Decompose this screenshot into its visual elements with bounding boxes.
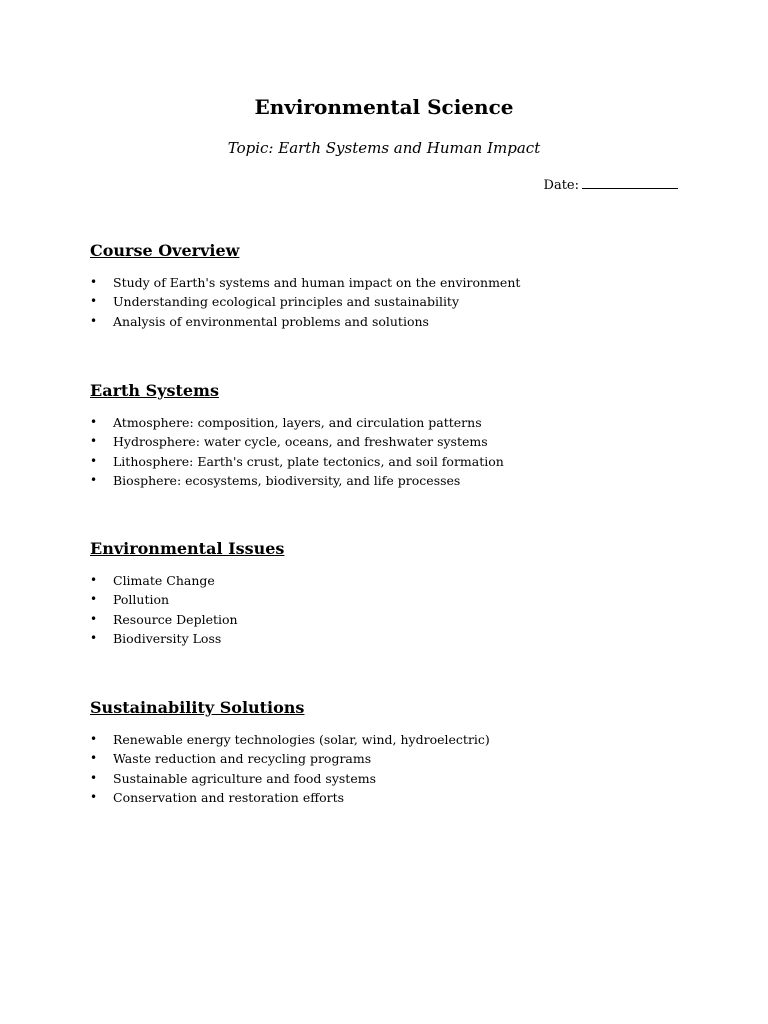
section-sustainability-solutions [90,697,710,807]
list-item-text: Biodiversity Loss [113,630,222,646]
section-heading: Environmental Issues [90,539,285,558]
bullet-icon: • [90,415,98,429]
list-item-text: Hydrosphere: water cycle, oceans, and freshwater systems [113,434,488,450]
list-item-text: Lithosphere: Earth's crust, plate tectonics, and soil formation [113,453,504,469]
list-item-text: Analysis of environmental problems and solutions [113,313,429,329]
list-item-text: Conservation and restoration efforts [113,789,345,805]
list-item [90,413,710,432]
section-heading: Sustainability Solutions [90,698,305,717]
bullet-icon: • [90,275,98,289]
bullet-icon: • [90,313,98,328]
bullet-icon: • [90,789,98,804]
list-item [90,730,710,749]
section-heading: Course Overview [90,241,240,260]
list-item-text: Study of Earth's systems and human impact on the environment [113,275,521,290]
bullet-icon: • [90,453,98,468]
bullet-icon: • [90,751,98,766]
date-field [544,175,678,196]
bullet-list [90,571,710,648]
list-item [90,571,710,590]
bullet-list [90,730,710,807]
list-item [90,769,710,788]
section-earth-systems [90,380,710,490]
list-item [90,610,710,629]
list-item-text: Resource Depletion [113,611,238,627]
list-item-text: Sustainable agriculture and food systems [113,770,376,786]
bullet-list [90,413,710,490]
list-item-text: Waste reduction and recycling programs [113,751,372,767]
list-item [90,590,710,609]
bullet-icon: • [90,434,98,449]
list-item-text: Biosphere: ecosystems, biodiversity, and life processes [113,472,461,488]
date-label: Date: [543,178,579,193]
list-item-text: Understanding ecological principles and sustainability [113,294,460,310]
bullet-icon: • [90,592,98,607]
list-item [90,312,710,331]
list-item [90,629,710,648]
list-item [90,452,710,471]
list-item [90,788,710,807]
list-item-text: Climate Change [113,573,215,588]
bullet-icon: • [90,732,98,746]
list-item [90,273,710,292]
bullet-icon: • [90,573,98,587]
bullet-icon: • [90,294,98,309]
bullet-icon: • [90,630,98,645]
bullet-icon: • [90,472,98,487]
section-environmental-issues [90,538,710,648]
date-blank-line [582,175,678,189]
list-item [90,292,710,311]
list-item-text: Pollution [113,592,170,608]
list-item [90,432,710,451]
document-title: Environmental Science [254,95,514,119]
document-subtitle: Topic: Earth Systems and Human Impact [227,139,541,157]
list-item-text: Renewable energy technologies (solar, wind, hydroelectric) [113,732,490,747]
bullet-icon: • [90,770,98,785]
bullet-icon: • [90,611,98,626]
list-item-text: Atmosphere: composition, layers, and circulation patterns [113,415,482,430]
section-course-overview [90,240,710,331]
list-item [90,749,710,768]
list-item [90,471,710,490]
section-heading: Earth Systems [90,381,219,400]
bullet-list [90,273,710,331]
